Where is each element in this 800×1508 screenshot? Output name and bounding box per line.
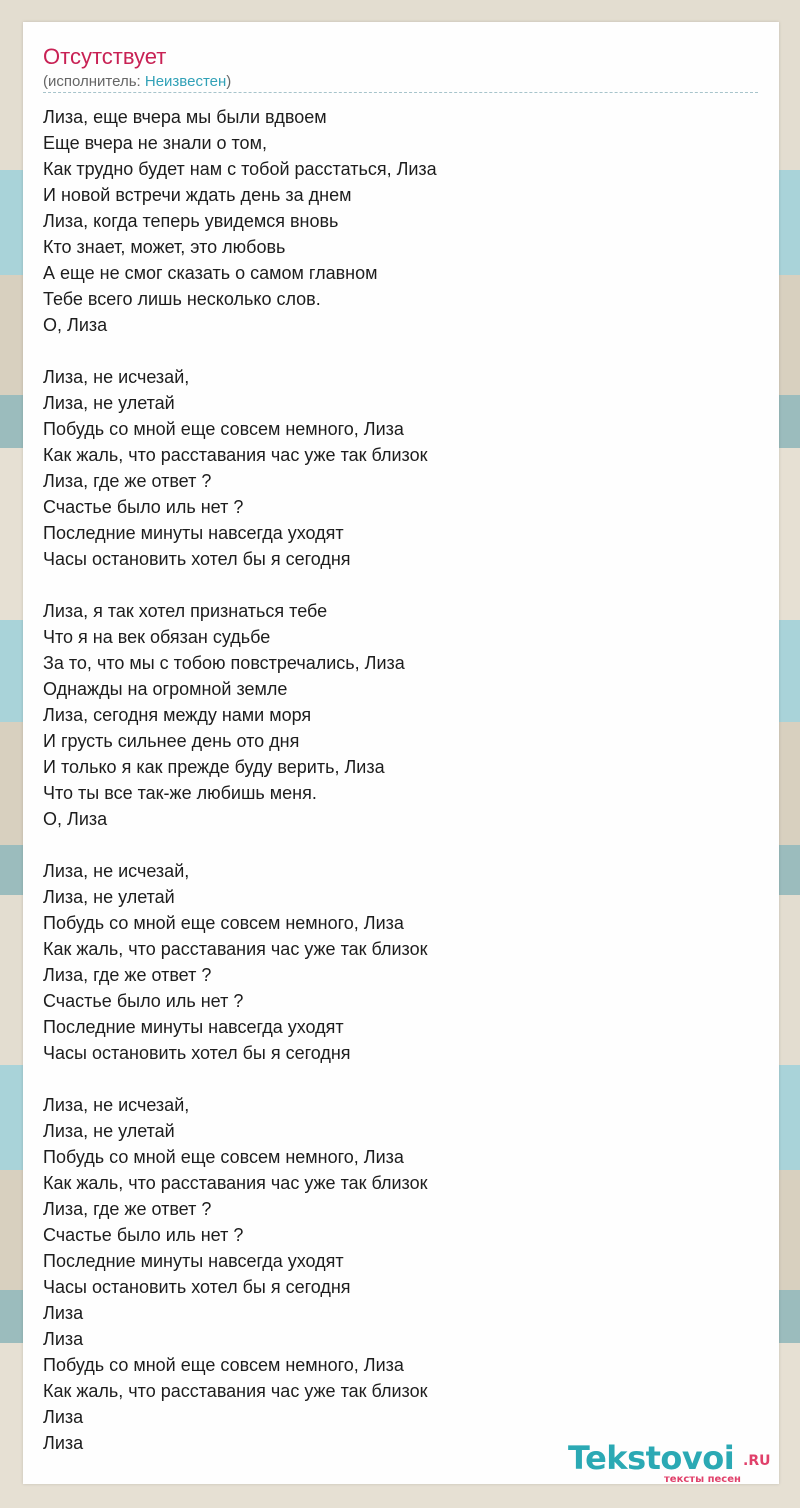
- lyric-line: И новой встречи ждать день за днем: [43, 185, 352, 205]
- lyric-line: Тебе всего лишь несколько слов.: [43, 289, 321, 309]
- lyric-line: Как трудно будет нам с тобой расстаться, Лиза: [43, 159, 437, 179]
- lyric-line: Лиза, не улетай: [43, 393, 175, 413]
- logo-name: Tekstovoi: [568, 1439, 735, 1477]
- logo-tld: .RU: [743, 1453, 771, 1469]
- lyric-line: Лиза, не исчезай,: [43, 367, 190, 387]
- lyric-line: Лиза, сегодня между нами моря: [43, 705, 312, 725]
- lyric-blank-line: [43, 1066, 437, 1092]
- site-logo[interactable]: [568, 1440, 778, 1484]
- lyric-line: Кто знает, может, это любовь: [43, 237, 286, 257]
- lyric-line: Побудь со мной еще совсем немного, Лиза: [43, 1147, 404, 1167]
- lyric-line: О, Лиза: [43, 809, 108, 829]
- lyric-line: Последние минуты навсегда уходят: [43, 1251, 344, 1271]
- lyric-line: Лиза: [43, 1407, 84, 1427]
- lyric-line: Счастье было иль нет ?: [43, 497, 244, 517]
- lyric-line: Лиза, не исчезай,: [43, 861, 190, 881]
- lyric-line: О, Лиза: [43, 315, 108, 335]
- lyric-line: Счастье было иль нет ?: [43, 991, 244, 1011]
- lyric-line: Лиза: [43, 1303, 84, 1323]
- lyric-line: И только я как прежде буду верить, Лиза: [43, 757, 385, 777]
- lyrics-card: [23, 22, 779, 1484]
- lyric-line: За то, что мы с тобою повстречались, Лиза: [43, 653, 405, 673]
- lyric-line: А еще не смог сказать о самом главном: [43, 263, 378, 283]
- artist-suffix: ): [226, 73, 232, 90]
- lyric-line: Как жаль, что расставания час уже так близок: [43, 1381, 428, 1401]
- lyric-line: Лиза, где же ответ ?: [43, 1199, 212, 1219]
- lyric-line: Часы остановить хотел бы я сегодня: [43, 1277, 351, 1297]
- artist-line: [43, 72, 231, 92]
- lyric-line: Что я на век обязан судьбе: [43, 627, 271, 647]
- lyric-line: И грусть сильнее день ото дня: [43, 731, 300, 751]
- lyric-line: Часы остановить хотел бы я сегодня: [43, 549, 351, 569]
- lyric-blank-line: [43, 572, 437, 598]
- lyric-line: Как жаль, что расставания час уже так близок: [43, 1173, 428, 1193]
- lyric-line: Как жаль, что расставания час уже так близок: [43, 445, 428, 465]
- lyric-line: Лиза, где же ответ ?: [43, 965, 212, 985]
- lyric-line: Часы остановить хотел бы я сегодня: [43, 1043, 351, 1063]
- lyric-line: Лиза, не улетай: [43, 887, 175, 907]
- song-title: Отсутствует: [43, 44, 167, 69]
- lyric-line: Однажды на огромной земле: [43, 679, 288, 699]
- lyric-line: Побудь со мной еще совсем немного, Лиза: [43, 419, 404, 439]
- lyric-line: Лиза: [43, 1433, 84, 1453]
- lyrics-text: [43, 104, 437, 1456]
- lyric-line: Побудь со мной еще совсем немного, Лиза: [43, 913, 404, 933]
- lyric-line: Последние минуты навсегда уходят: [43, 523, 344, 543]
- artist-link[interactable]: Неизвестен: [144, 73, 227, 90]
- lyric-line: Последние минуты навсегда уходят: [43, 1017, 344, 1037]
- divider: [43, 92, 758, 93]
- logo-tagline: тексты песен: [664, 1474, 741, 1485]
- lyric-line: Что ты все так-же любишь меня.: [43, 783, 317, 803]
- lyric-line: Лиза: [43, 1329, 84, 1349]
- lyric-line: Лиза, я так хотел признаться тебе: [43, 601, 328, 621]
- lyric-line: Лиза, не улетай: [43, 1121, 175, 1141]
- artist-prefix: (исполнитель:: [43, 73, 145, 90]
- lyric-line: Счастье было иль нет ?: [43, 1225, 244, 1245]
- lyric-line: Как жаль, что расставания час уже так близок: [43, 939, 428, 959]
- lyric-line: Лиза, не исчезай,: [43, 1095, 190, 1115]
- lyric-blank-line: [43, 832, 437, 858]
- lyric-blank-line: [43, 338, 437, 364]
- lyric-line: Еще вчера не знали о том,: [43, 133, 267, 153]
- lyric-line: Побудь со мной еще совсем немного, Лиза: [43, 1355, 404, 1375]
- lyric-line: Лиза, еще вчера мы были вдвоем: [43, 107, 327, 127]
- lyric-line: Лиза, где же ответ ?: [43, 471, 212, 491]
- lyric-line: Лиза, когда теперь увидемся вновь: [43, 211, 339, 231]
